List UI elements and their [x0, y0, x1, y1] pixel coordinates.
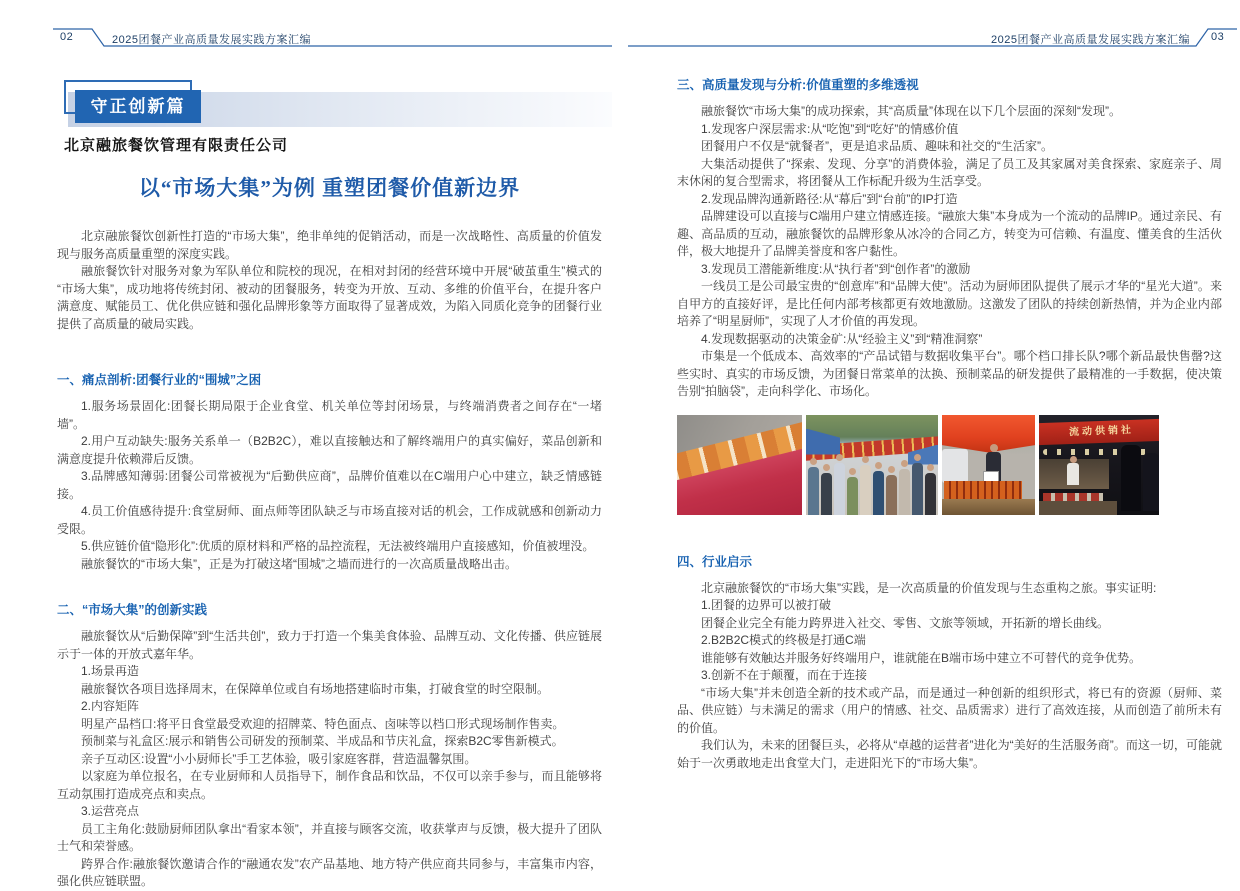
section2-paragraph: 1.场景再造: [81, 664, 140, 678]
chef-figure: [1067, 463, 1079, 485]
section4-paragraph: “市场大集”并未创造全新的技术或产品，而是通过一种创新的组织形式，将已有的资源（厨师、菜品、供应链）与未满足的需求（用户的情感、社交、品质需求）进行了高效连接，从而创造了前所未有的价值。: [677, 685, 1222, 735]
photo-daytime-market-crowd: [806, 415, 938, 515]
header-rules: [0, 0, 1240, 60]
section3-paragraph: 2.发现品牌沟通新路径:从“幕后”到“台前”的IP打造: [701, 191, 958, 206]
jar-rows: [944, 481, 1022, 499]
person-figure: [886, 475, 897, 515]
market-photo-strip: [677, 415, 1222, 515]
section3-paragraph: 1.发现客户深层需求:从“吃饱”到“吃好”的情感价值: [701, 121, 959, 136]
section4-heading: 四、行业启示: [677, 554, 753, 569]
section1-paragraph: 5.供应链价值“隐形化”:优质的原材料和严格的品控流程，无法被终端用户直接感知，价值被埋没。: [81, 539, 595, 553]
section1-paragraph: 4.员工价值感待提升:食堂厨师、面点师等团队缺乏与市场直接对话的机会，工作成就感和创新动力受限。: [57, 504, 602, 536]
chef-head: [1070, 456, 1077, 463]
person-figure: [821, 473, 832, 515]
section1-paragraph: 3.品牌感知薄弱:团餐公司常被视为“后勤供应商”，品牌价值难以在C端用户心中建立，缺乏情感链接。: [57, 469, 602, 501]
white-van: [942, 449, 968, 483]
section3-paragraph: 一线员工是公司最宝贵的“创意库”和“品牌大使”。活动为厨师团队提供了展示才华的“星光大道”。来自甲方的直接好评，是比任何内部考核都更有效地激励。这激发了团队的持续创新热情，并为企业内部培养了“明星厨师”，实现了人才价值的再发现。: [677, 279, 1222, 328]
intro-paragraph: 北京融旅餐饮创新性打造的“市场大集”，绝非单纯的促销活动，而是一次战略性、高质量的价值发现与服务高质量重塑的深度实践。: [57, 229, 602, 261]
section1-paragraph: 融旅餐饮的“市场大集”，正是为打破这堵“围城”之墙而进行的一次高质量战略出击。: [81, 556, 517, 571]
photo-red-canopy-stall: [942, 415, 1035, 515]
section4-paragraph: 3.创新不在于颠覆，而在于连接: [701, 668, 868, 682]
person-figure: [847, 477, 858, 515]
section4-paragraph: 北京融旅餐饮的“市场大集”实践，是一次高质量的价值发现与生态重构之旅。事实证明:: [701, 580, 1157, 595]
intro-paragraph: 融旅餐饮针对服务对象为军队单位和院校的现况，在相对封闭的经营环境中开展“破茧重生”模式的“市场大集”，成功地将传统封闭、被动的团餐服务，转变为开放、互动、多维的价值平台，在提升客户满意度、赋能员工、优化供应链和强化品牌形象等方面取得了显著成效，为陷入同质化竞争的团餐行业提供了高质量的破局实践。: [57, 264, 602, 331]
right-column: [677, 78, 1222, 772]
section2-heading: 二、“市场大集”的创新实践: [57, 603, 208, 617]
closing-paragraph: 我们认为，未来的团餐巨头，必将从“卓越的运营者”进化为“美好的生活服务商”。而这一切，可能就始于一次勇敢地走出食堂大门，走进阳光下的“市场大集”。: [677, 738, 1222, 770]
section3-paragraph: 大集活动提供了“探索、发现、分享”的消费体验，满足了员工及其家属对美食探索、家庭亲子、周末休闲的复合型需求，将团餐从工作标配升级为生活享受。: [677, 156, 1222, 188]
section4-paragraph: 1.团餐的边界可以被打破: [701, 598, 832, 612]
section2-paragraph: 以家庭为单位报名，在专业厨师和人员指导下，制作食品和饮品，不仅可以亲手参与，而且能够将互动氛围打造成亮点和卖点。: [57, 769, 602, 801]
stall-table: [942, 499, 1035, 515]
section2-paragraph: 员工主角化:鼓励厨师团队拿出“看家本领”，并直接与顾客交流，收获掌声与反馈，极大提升了团队士气和荣誉感。: [57, 821, 602, 853]
section2-paragraph: 预制菜与礼盒区:展示和销售公司研发的预制菜、半成品和节庆礼盒，探索B2C零售新模式。: [81, 734, 564, 748]
person-figure: [899, 469, 910, 515]
section2-paragraph: 融旅餐饮各项目选择周末，在保障单位或自有场地搭建临时市集，打破食堂的时空限制。: [81, 681, 550, 696]
section4-paragraph: 谁能够有效触达并服务好终端用户，谁就能在B端市场中建立不可替代的竞争优势。: [701, 650, 1142, 665]
food-on-table: [1043, 493, 1103, 501]
section3-heading: 三、高质量发现与分析:价值重塑的多维透视: [677, 78, 919, 92]
person-figure: [860, 465, 871, 515]
red-canopy: [942, 415, 1035, 453]
section3-paragraph: 3.发现员工潜能新维度:从“执行者”到“创作者”的激励: [701, 261, 971, 276]
left-running-title: 2025团餐产业高质量发展实践方案汇编: [112, 34, 311, 46]
stall-counter: [1039, 501, 1117, 515]
company-name: 北京融旅餐饮管理有限责任公司: [64, 137, 289, 154]
section1-heading: 一、痛点剖析:团餐行业的“围城”之困: [57, 373, 262, 387]
section4-paragraph: 2.B2B2C模式的终极是打通C端: [701, 633, 866, 647]
person-figure: [808, 467, 819, 515]
section2-paragraph: 明星产品档口:将平日食堂最受欢迎的招牌菜、特色面点、卤味等以档口形式现场制作售卖。: [81, 716, 565, 731]
section3-paragraph: 融旅餐饮“市场大集”的成功探索，其“高质量”体现在以下几个层面的深刻“发现”。: [701, 104, 1121, 118]
person-figure: [873, 471, 884, 515]
right-running-title: 2025团餐产业高质量发展实践方案汇编: [991, 34, 1190, 46]
section2-paragraph: 融旅餐饮从“后勤保障”到“生活共创”，致力于打造一个集美食体验、品牌互动、文化传播、供应链展示于一体的开放式嘉年华。: [57, 629, 602, 661]
section2-paragraph: 亲子互动区:设置“小小厨师长”手工艺体验，吸引家庭客群，营造温馨氛围。: [81, 751, 477, 766]
photo-food-display-table: [677, 415, 802, 515]
section3-paragraph: 品牌建设可以直接与C端用户建立情感连接。“融旅大集”本身成为一个流动的品牌IP。通过亲民、有趣、高品质的互动，融旅餐饮的品牌形象从冰冷的合同乙方，转变为可信赖、有温度、懂美食的生活伙伴，极大地提升了品牌美誉度和客户黏性。: [677, 209, 1222, 258]
section2-paragraph: 跨界合作:融旅餐饮邀请合作的“融通农发”农产品基地、地方特产供应商共同参与，丰富集市内容，强化供应链联盟。: [57, 856, 602, 888]
person-figure: [925, 473, 936, 515]
chapter-badge: 守正创新篇: [75, 90, 201, 123]
customer-silhouette: [1121, 445, 1141, 511]
section3-paragraph: 市集是一个低成本、高效率的“产品试错与数据收集平台”。哪个档口排长队?哪个新品最快售罄?这些实时、真实的市场反馈，为团餐日常菜单的汰换、预制菜品的研发提供了最精准的一手数据，使决策告别“拍脑袋”，走向科学化、市场化。: [677, 349, 1222, 398]
photo-night-market: [1039, 415, 1159, 515]
blue-tent-left: [806, 429, 840, 455]
vendor-head: [990, 444, 998, 452]
section3-paragraph: 4.发现数据驱动的决策金矿:从“经验主义”到“精准洞察”: [701, 331, 983, 346]
article-title: 以“市场大集”为例 重塑团餐价值新边界: [138, 176, 521, 200]
left-page-number: 02: [60, 31, 74, 43]
section3-paragraph: 团餐用户不仅是“就餐者”，更是追求品质、趣味和社交的“生活家”。: [701, 139, 1053, 153]
section4-paragraph: 团餐企业完全有能力跨界进入社交、零售、文旅等领域，开拓新的增长曲线。: [701, 615, 1110, 630]
customer-silhouette: [1143, 453, 1159, 511]
section1-paragraph: 2.用户互动缺失:服务关系单一（B2B2C），难以直接触达和了解终端用户的真实偏好，菜品创新和满意度提升依赖滞后反馈。: [57, 434, 602, 466]
section1-paragraph: 1.服务场景固化:团餐长期局限于企业食堂、机关单位等封闭场景，与终端消费者之间存在“一堵墙”。: [57, 399, 602, 431]
right-page-number: 03: [1211, 31, 1225, 43]
section2-paragraph: 2.内容矩阵: [81, 699, 140, 713]
left-column: [57, 228, 602, 891]
crowd: [806, 457, 938, 515]
person-figure: [834, 463, 845, 515]
person-figure: [912, 463, 923, 515]
night-market-banner: 流动供销社: [1039, 418, 1159, 445]
section2-paragraph: 3.运营亮点: [81, 804, 140, 818]
